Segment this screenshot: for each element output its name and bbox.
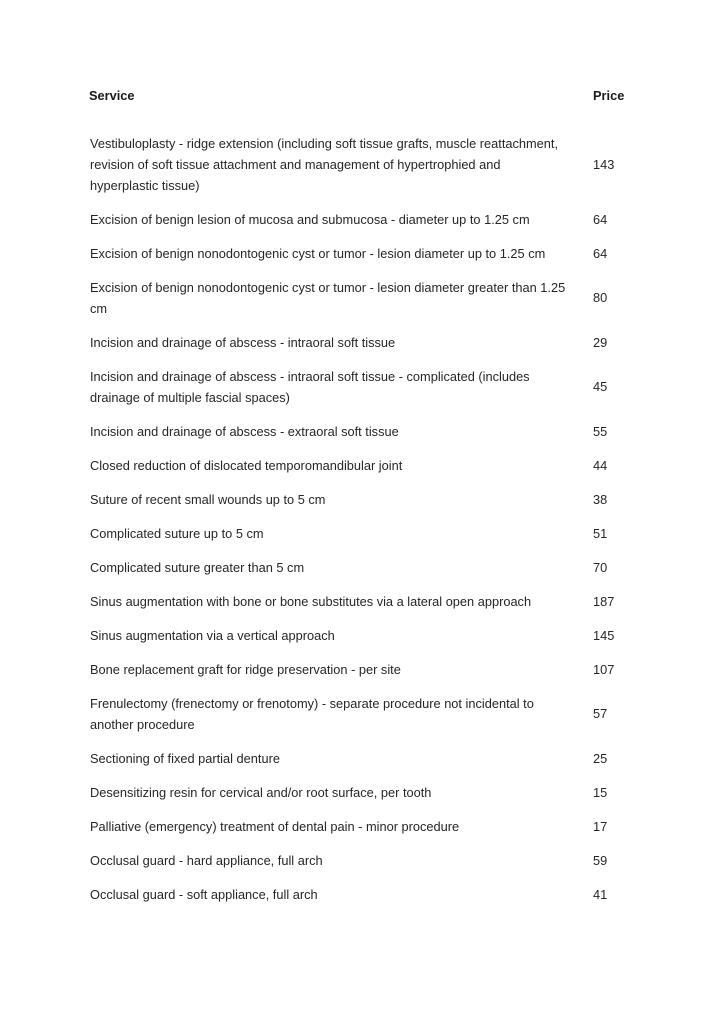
table-row [89,741,639,775]
service-name-cell: Excision of benign nonodontogenic cyst or tumor - lesion diameter greater than 1.25 cm [90,279,566,316]
service-price-cell: 143 [593,156,615,172]
table-row [89,516,639,550]
service-name-cell: Sinus augmentation via a vertical approach [90,627,335,643]
service-name-cell: Desensitizing resin for cervical and/or root surface, per tooth [90,784,432,800]
service-price-cell: 80 [593,290,608,305]
service-price-cell: 187 [593,593,615,609]
table-row [89,550,639,584]
service-price-cell: 59 [593,852,608,868]
service-price-cell: 145 [593,627,615,643]
service-price-cell: 70 [593,559,608,575]
service-price-cell: 57 [593,706,608,721]
table-row [89,414,639,448]
service-price-cell: 38 [593,491,608,507]
service-price-cell: 45 [593,379,608,394]
service-name-cell: Excision of benign nonodontogenic cyst or tumor - lesion diameter up to 1.25 cm [90,245,546,261]
service-price-cell: 25 [593,750,608,766]
column-header-service: Service [89,88,135,103]
table-row [89,618,639,652]
table-row [89,202,639,236]
service-name-cell: Excision of benign lesion of mucosa and submucosa - diameter up to 1.25 cm [90,211,530,227]
table-row [89,482,639,516]
service-name-cell: Palliative (emergency) treatment of dental pain - minor procedure [90,818,460,834]
service-name-cell: Complicated suture greater than 5 cm [90,559,305,575]
service-name-cell: Bone replacement graft for ridge preservation - per site [90,661,401,677]
service-name-cell: Occlusal guard - hard appliance, full arch [90,852,323,868]
table-row [89,775,639,809]
table-body [89,126,639,911]
service-price-cell: 41 [593,886,608,902]
table-row [89,686,639,741]
table-row [89,359,639,414]
service-price-cell: 29 [593,334,608,350]
table-header-row [89,88,639,126]
service-price-cell: 107 [593,661,615,677]
service-name-cell: Sectioning of fixed partial denture [90,750,280,766]
service-price-cell: 17 [593,818,608,834]
service-name-cell: Complicated suture up to 5 cm [90,525,264,541]
service-name-cell: Closed reduction of dislocated temporomandibular joint [90,457,403,473]
service-name-cell: Incision and drainage of abscess - intraoral soft tissue - complicated (includes drainage of multiple fascial spaces) [90,368,530,405]
service-price-cell: 51 [593,525,608,541]
service-name-cell: Occlusal guard - soft appliance, full arch [90,886,318,902]
table-row [89,325,639,359]
table-row [89,877,639,911]
service-price-cell: 64 [593,245,608,261]
service-price-cell: 64 [593,211,608,227]
service-name-cell: Incision and drainage of abscess - extraoral soft tissue [90,423,399,439]
table-row [89,126,639,202]
table-row [89,584,639,618]
table-row [89,652,639,686]
service-price-cell: 55 [593,423,608,439]
service-name-cell: Sinus augmentation with bone or bone substitutes via a lateral open approach [90,593,532,609]
service-price-table [89,88,639,911]
service-name-cell: Vestibuloplasty - ridge extension (including soft tissue grafts, muscle reattachment, revision of soft tissue attachment and management of hypertrophied and hyperplastic tissue) [90,135,559,193]
service-name-cell: Frenulectomy (frenectomy or frenotomy) - separate procedure not incidental to another procedure [90,695,534,732]
table-row [89,270,639,325]
table-row [89,448,639,482]
table-row [89,809,639,843]
service-name-cell: Suture of recent small wounds up to 5 cm [90,491,326,507]
service-name-cell: Incision and drainage of abscess - intraoral soft tissue [90,334,396,350]
table-header [89,88,639,126]
service-price-cell: 15 [593,784,608,800]
service-price-cell: 44 [593,457,608,473]
column-header-price: Price [593,88,625,103]
table-row [89,236,639,270]
table-row [89,843,639,877]
